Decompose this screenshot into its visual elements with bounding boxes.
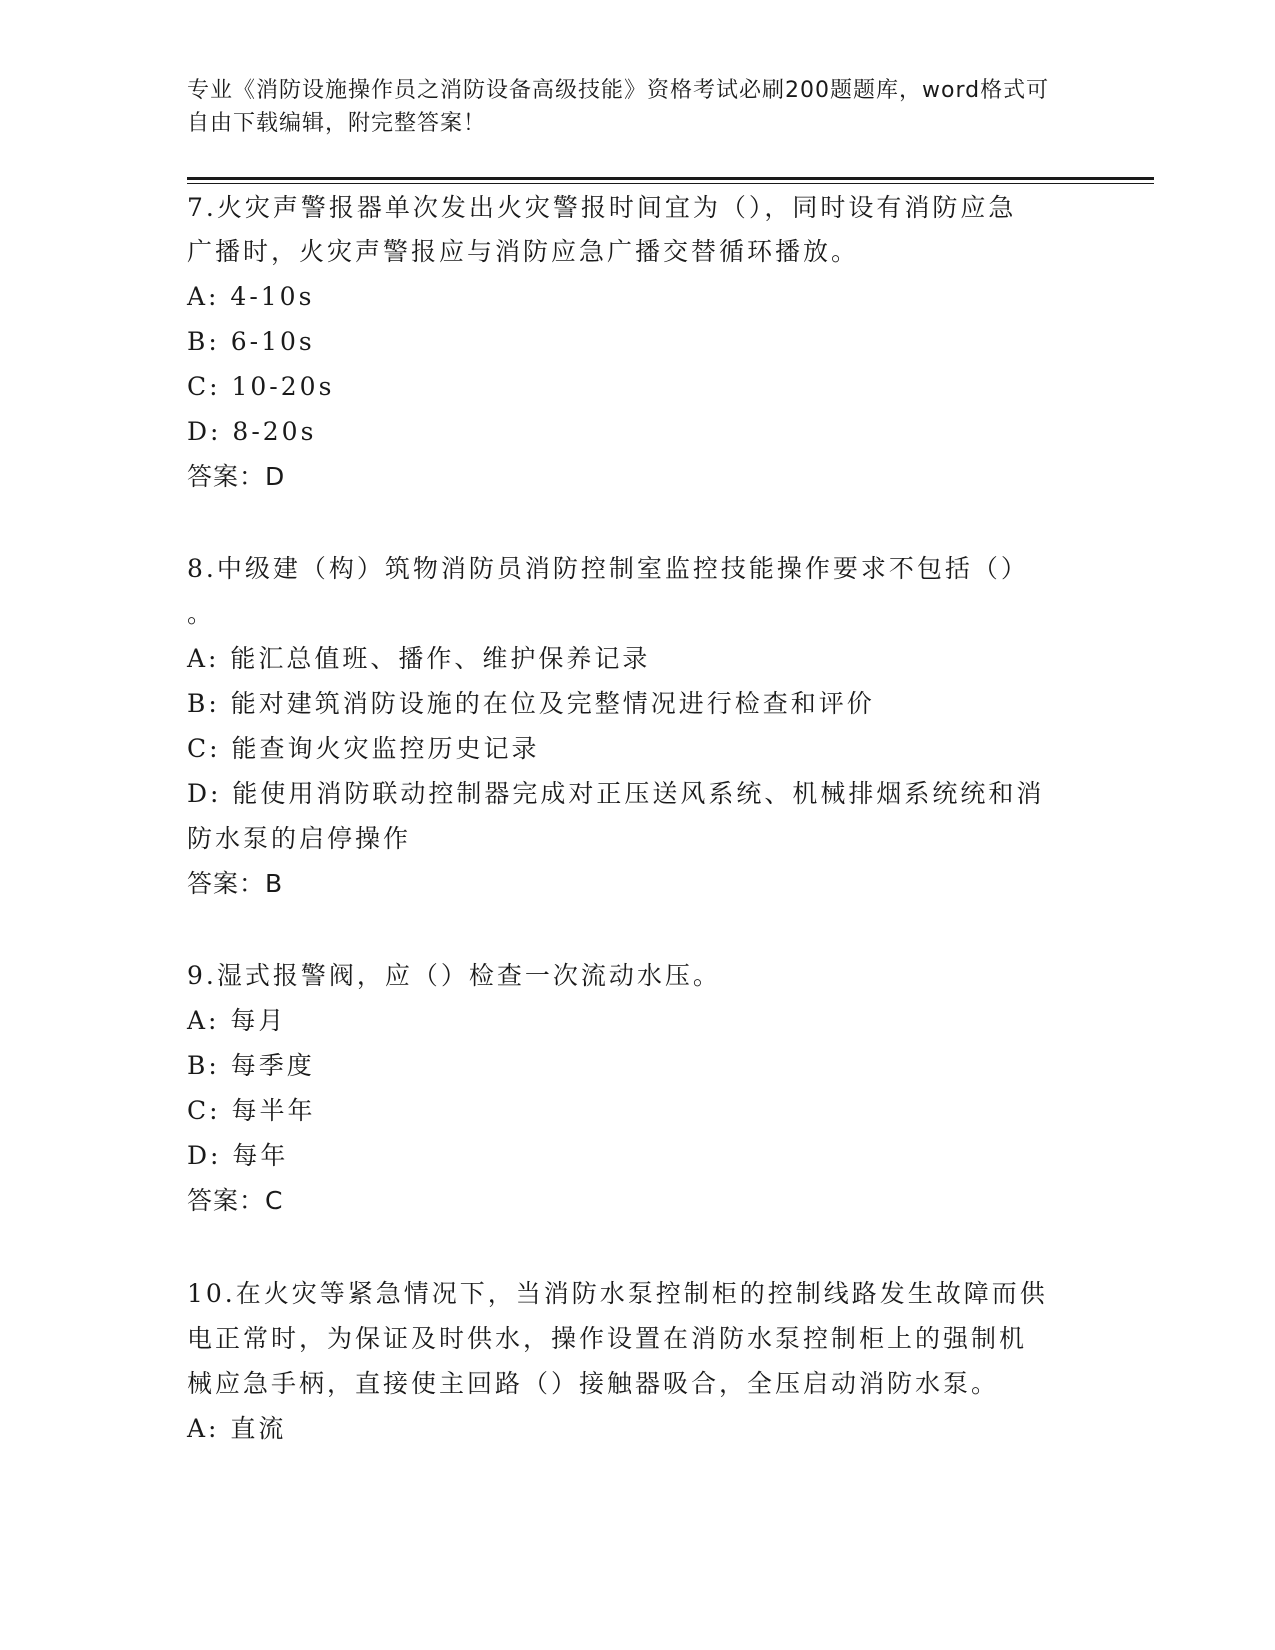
question-7-stem-line-2: 广播时，火灾声警报应与消防应急广播交替循环播放。	[187, 237, 860, 266]
question-7-option-a: A: 4-10s	[187, 282, 315, 311]
question-8-option-c: C: 能查询火灾监控历史记录	[187, 734, 540, 763]
question-9-stem: 9.湿式报警阀，应（）检查一次流动水压。	[187, 961, 721, 990]
question-8-option-d-line-1: D: 能使用消防联动控制器完成对正压送风系统、机械排烟系统统和消	[187, 779, 1045, 808]
question-8-option-a: A: 能汇总值班、播作、维护保养记录	[187, 644, 651, 673]
question-10-option-a: A: 直流	[187, 1414, 287, 1443]
question-8-answer: 答案：B	[187, 869, 284, 898]
question-8-stem-line-2: 。	[187, 599, 216, 628]
header-rule-thin	[187, 183, 1154, 184]
question-10-stem-line-3: 械应急手柄，直接使主回路（）接触器吸合，全压启动消防水泵。	[187, 1369, 1000, 1398]
question-7-option-d: D: 8-20s	[187, 417, 317, 446]
header-rule-thick	[187, 177, 1154, 180]
question-9-option-a: A: 每月	[187, 1006, 287, 1035]
question-8-option-b: B: 能对建筑消防设施的在位及完整情况进行检查和评价	[187, 689, 875, 718]
question-10-stem-line-1: 10.在火灾等紧急情况下，当消防水泵控制柜的控制线路发生故障而供	[187, 1279, 1048, 1308]
question-9-answer: 答案：C	[187, 1186, 284, 1215]
question-7-option-c: C: 10-20s	[187, 372, 335, 401]
question-8-option-d-line-2: 防水泵的启停操作	[187, 824, 412, 853]
question-10-stem-line-2: 电正常时，为保证及时供水，操作设置在消防水泵控制柜上的强制机	[187, 1324, 1028, 1353]
question-9-option-c: C: 每半年	[187, 1096, 316, 1125]
question-9-option-d: D: 每年	[187, 1141, 289, 1170]
question-8-stem-line-1: 8.中级建（构）筑物消防员消防控制室监控技能操作要求不包括（）	[187, 554, 1029, 583]
question-9-option-b: B: 每季度	[187, 1051, 315, 1080]
document-header: 专业《消防设施操作员之消防设备高级技能》资格考试必刷200题题库，word格式可自由下载编辑，附完整答案！	[187, 78, 1050, 136]
question-7-option-b: B: 6-10s	[187, 327, 315, 356]
question-7-answer: 答案：D	[187, 462, 286, 491]
question-7-stem-line-1: 7.火灾声警报器单次发出火灾警报时间宜为（），同时设有消防应急	[187, 193, 1017, 222]
